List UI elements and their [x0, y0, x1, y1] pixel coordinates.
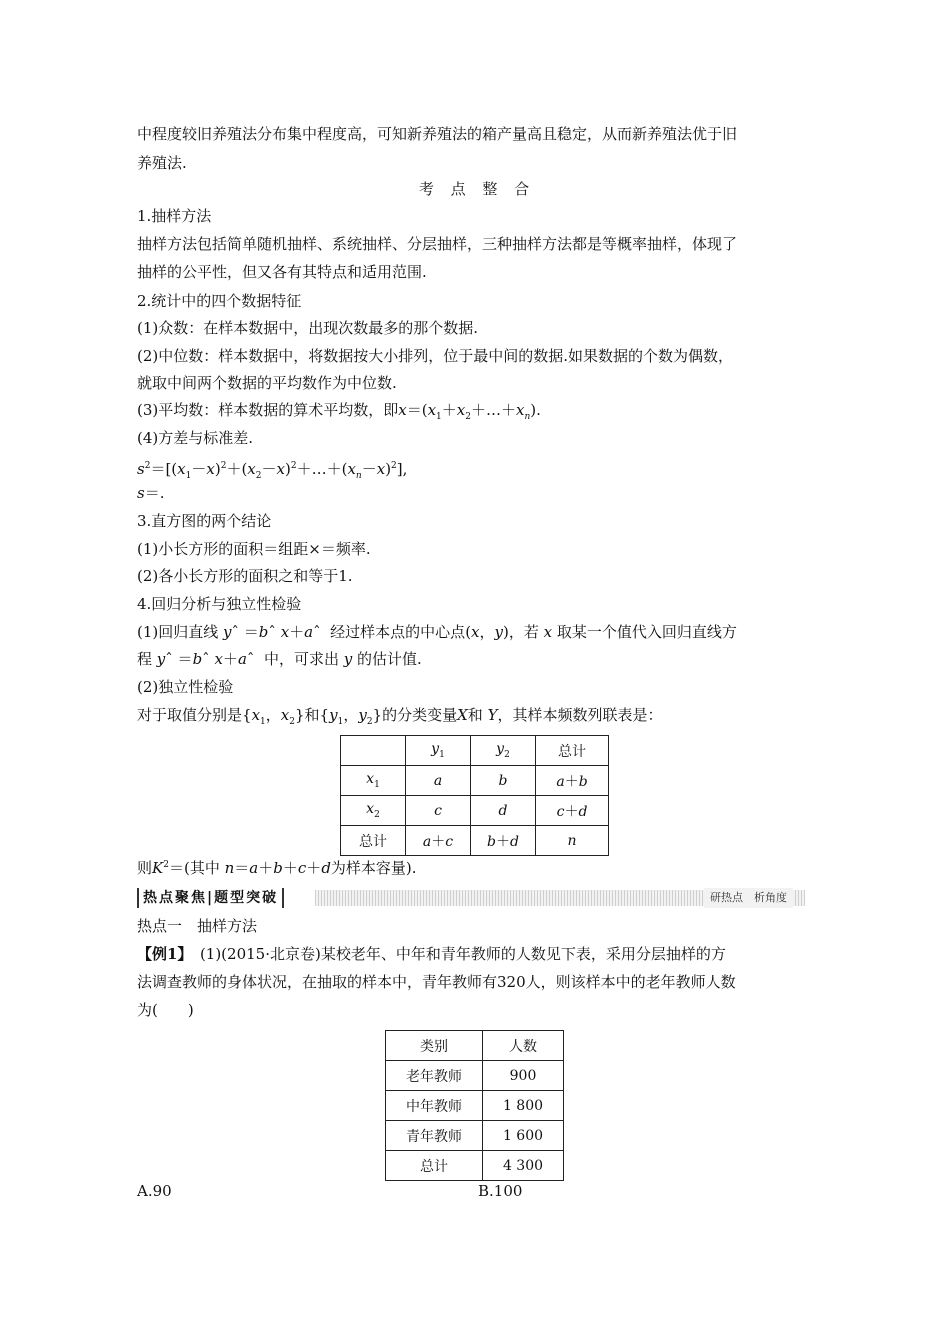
sampling-paragraph-1: 抽样方法包括简单随机抽样、系统抽样、分层抽样，三种抽样方法都是等概率抽样，体现了: [137, 235, 738, 253]
contingency-table: [340, 735, 609, 856]
heading-histogram: 3.直方图的两个结论: [137, 512, 272, 530]
mode-definition: (1)众数：在样本数据中，出现次数最多的那个数据.: [137, 319, 479, 337]
sampling-paragraph-2: 抽样的公平性，但又各有其特点和适用范围.: [137, 263, 427, 281]
contingency-description: 对于取值分别是{$x_1$，$x_2$}和{$y_1$，$y_2$}的分类变量X和 Y，其样本频数列联表是：: [137, 706, 663, 727]
teacher-table: [385, 1030, 564, 1181]
table-row: 青年教师 1 600: [386, 1121, 564, 1151]
option-b[interactable]: B.100: [478, 1182, 523, 1200]
variance-formula: $s^2=[(x_1-x)^2+(x_2-x)^2+\dots+(x_n-x)^2]$,: [137, 460, 408, 481]
option-a[interactable]: A.90: [137, 1182, 172, 1200]
heading-regression: 4.回归分析与独立性检验: [137, 595, 302, 613]
regression-line-1: (1)回归直线 yˆ ＝bˆ x＋aˆ 经过样本点的中心点(x，y)，若 x 取某一个值代入回归直线方: [137, 623, 737, 641]
table-row: 中年教师 1 800: [386, 1091, 564, 1121]
mean-formula: $x=(x_1+x_2+\dots+x_n)$.: [398, 401, 541, 422]
mean-prefix: (3)平均数：样本数据的算术平均数，即: [137, 401, 399, 419]
mean-definition: [137, 400, 541, 427]
median-definition-1: (2)中位数：样本数据中，将数据按大小排列，位于最中间的数据.如果数据的个数为偶数，: [137, 347, 734, 365]
example-line-1: 【例1】 (1)(2015·北京卷)某校老年、中年和青年教师的人数见下表，采用分层抽样的方: [137, 945, 726, 963]
example-line-2: 法调查教师的身体状况，在抽取的样本中，青年教师有320人，则该样本中的老年教师人数: [137, 973, 736, 991]
table-row: 类别 人数: [386, 1031, 564, 1061]
section-banner: [137, 888, 805, 908]
table-row: $x_2$ c d c＋d: [341, 796, 609, 826]
heading-sampling: 1.抽样方法: [137, 207, 212, 225]
intro-line-2: 养殖法.: [137, 154, 187, 172]
banner-title: 热点聚焦|题型突破: [137, 888, 284, 908]
std-formula: s＝.: [137, 484, 165, 502]
histogram-conclusion-1: (1)小长方形的面积＝组距×＝频率.: [137, 540, 371, 558]
k2-formula: 则$K^2=$(其中 n＝a＋b＋c＋d为样本容量).: [137, 859, 417, 877]
table-row: $x_1$ a b a＋b: [341, 766, 609, 796]
table-row: 总计 4 300: [386, 1151, 564, 1181]
table-row: 总计 a＋c b＋d n: [341, 826, 609, 856]
example-label: 【例1】: [137, 945, 185, 963]
banner-subtitle: 研热点 析角度: [704, 888, 793, 908]
example-line-3: 为( ): [137, 1001, 194, 1019]
section-title: 考 点 整 合: [418, 180, 536, 198]
histogram-conclusion-2: (2)各小长方形的面积之和等于1.: [137, 567, 353, 585]
regression-line-2: 程 yˆ ＝bˆ x＋aˆ 中，可求出 y 的估计值.: [137, 650, 422, 668]
hot1-title: 热点一 抽样方法: [137, 917, 258, 935]
heading-features: 2.统计中的四个数据特征: [137, 292, 302, 310]
independence-heading: (2)独立性检验: [137, 678, 234, 696]
median-definition-2: 就取中间两个数据的平均数作为中位数.: [137, 374, 397, 392]
table-row: $y_1$ $y_2$ 总计: [341, 736, 609, 766]
variance-heading: (4)方差与标准差.: [137, 429, 254, 447]
intro-line-1: 中程度较旧养殖法分布集中程度高，可知新养殖法的箱产量高且稳定，从而新养殖法优于旧: [137, 125, 738, 143]
table-row: 老年教师 900: [386, 1061, 564, 1091]
